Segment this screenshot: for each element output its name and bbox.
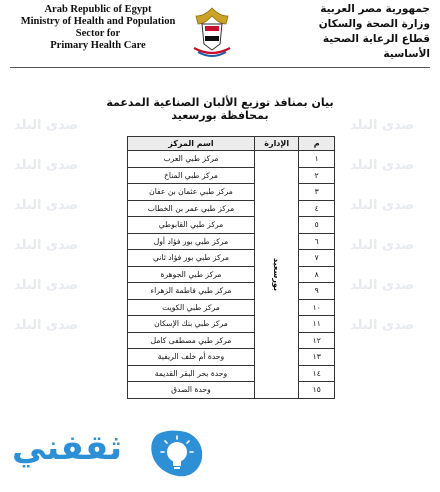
row-name: مركز طبي مصطفى كامل [128, 332, 255, 349]
table-row [128, 316, 335, 333]
watermark: صدى البلد [14, 118, 78, 133]
header-en-line: Arab Republic of Egypt [44, 4, 152, 15]
row-name: مركز طبي فاطمة الزهراء [128, 283, 255, 300]
row-num: ١٢ [299, 332, 335, 349]
logo-text: ثقفني [12, 428, 122, 468]
row-name: مركز طبي الجوهرة [128, 266, 255, 283]
table-row [128, 200, 335, 217]
row-num: ١٤ [299, 365, 335, 382]
row-num: ٢ [299, 167, 335, 184]
header-ar-line: جمهورية مصر العربية [320, 3, 430, 15]
lightbulb-icon [150, 428, 204, 482]
row-name: مركز طبي القابوطي [128, 217, 255, 234]
row-num: ٩ [299, 283, 335, 300]
header-name: اسم المركز [128, 137, 255, 151]
admin-cell [254, 151, 298, 399]
header-num: م [299, 137, 335, 151]
header-ar-line: وزارة الصحة والسكان [318, 18, 430, 30]
row-name: مركز طبي الكويت [128, 299, 255, 316]
watermark: صدى البلد [350, 158, 414, 173]
row-num: ٧ [299, 250, 335, 267]
row-name: مركز طبي بنك الإسكان [128, 316, 255, 333]
row-name: مركز طبي العرب [128, 151, 255, 168]
row-name: مركز طبي بور فؤاد ثاني [128, 250, 255, 267]
title-line-1: بيان بمنافذ توزيع الألبان الصناعية المدعمة [106, 96, 334, 109]
row-name: وحدة الصدق [128, 382, 255, 399]
row-num: ٥ [299, 217, 335, 234]
watermark: صدى البلد [14, 158, 78, 173]
row-num: ١٥ [299, 382, 335, 399]
table-row [128, 382, 335, 399]
watermark: صدى البلد [350, 278, 414, 293]
table-row [128, 151, 335, 168]
row-num: ١ [299, 151, 335, 168]
table-row [128, 299, 335, 316]
row-num: ٦ [299, 233, 335, 250]
table-row [128, 233, 335, 250]
watermark: صدى البلد [14, 198, 78, 213]
header-admin: الإدارة [254, 137, 298, 151]
row-name: وحدة بحر البقر القديمة [128, 365, 255, 382]
row-num: ١١ [299, 316, 335, 333]
table-row [128, 250, 335, 267]
ministry-emblem-icon [188, 4, 236, 60]
row-name: مركز طبي بور فؤاد أول [128, 233, 255, 250]
header-ar-line: قطاع الرعاية الصحية الأساسية [322, 33, 430, 60]
title-line-2: بمحافظة بورسعيد [171, 109, 269, 122]
watermark: صدى البلد [14, 318, 78, 333]
table-row [128, 283, 335, 300]
table-row [128, 332, 335, 349]
row-name: وحدة أم خلف الريفية [128, 349, 255, 366]
row-num: ١٣ [299, 349, 335, 366]
row-num: ٨ [299, 266, 335, 283]
watermark: صدى البلد [14, 238, 78, 253]
table-header-row [128, 137, 335, 151]
watermark: صدى البلد [350, 118, 414, 133]
header-english [18, 4, 178, 52]
row-name: مركز طبي عمر بن الخطاب [128, 200, 255, 217]
row-num: ٣ [299, 184, 335, 201]
watermark: صدى البلد [350, 318, 414, 333]
admin-value: بورسعيد [272, 257, 282, 291]
table-row [128, 217, 335, 234]
table-row [128, 184, 335, 201]
header-divider [10, 67, 430, 68]
table-row [128, 365, 335, 382]
table-row [128, 167, 335, 184]
header-en-line: Sector for [75, 28, 121, 39]
table-row [128, 266, 335, 283]
row-name: مركز طبي المناخ [128, 167, 255, 184]
row-num: ١٠ [299, 299, 335, 316]
watermark: صدى البلد [14, 278, 78, 293]
header-en-line: Primary Health Care [50, 40, 146, 51]
row-num: ٤ [299, 200, 335, 217]
document-title [100, 96, 340, 122]
table-row [128, 349, 335, 366]
watermark: صدى البلد [350, 238, 414, 253]
watermark: صدى البلد [350, 198, 414, 213]
centers-table [127, 136, 335, 399]
header-arabic [280, 2, 430, 62]
row-name: مركز طبي عثمان بن عفان [128, 184, 255, 201]
header-en-line: Ministry of Health and Population [20, 16, 176, 27]
